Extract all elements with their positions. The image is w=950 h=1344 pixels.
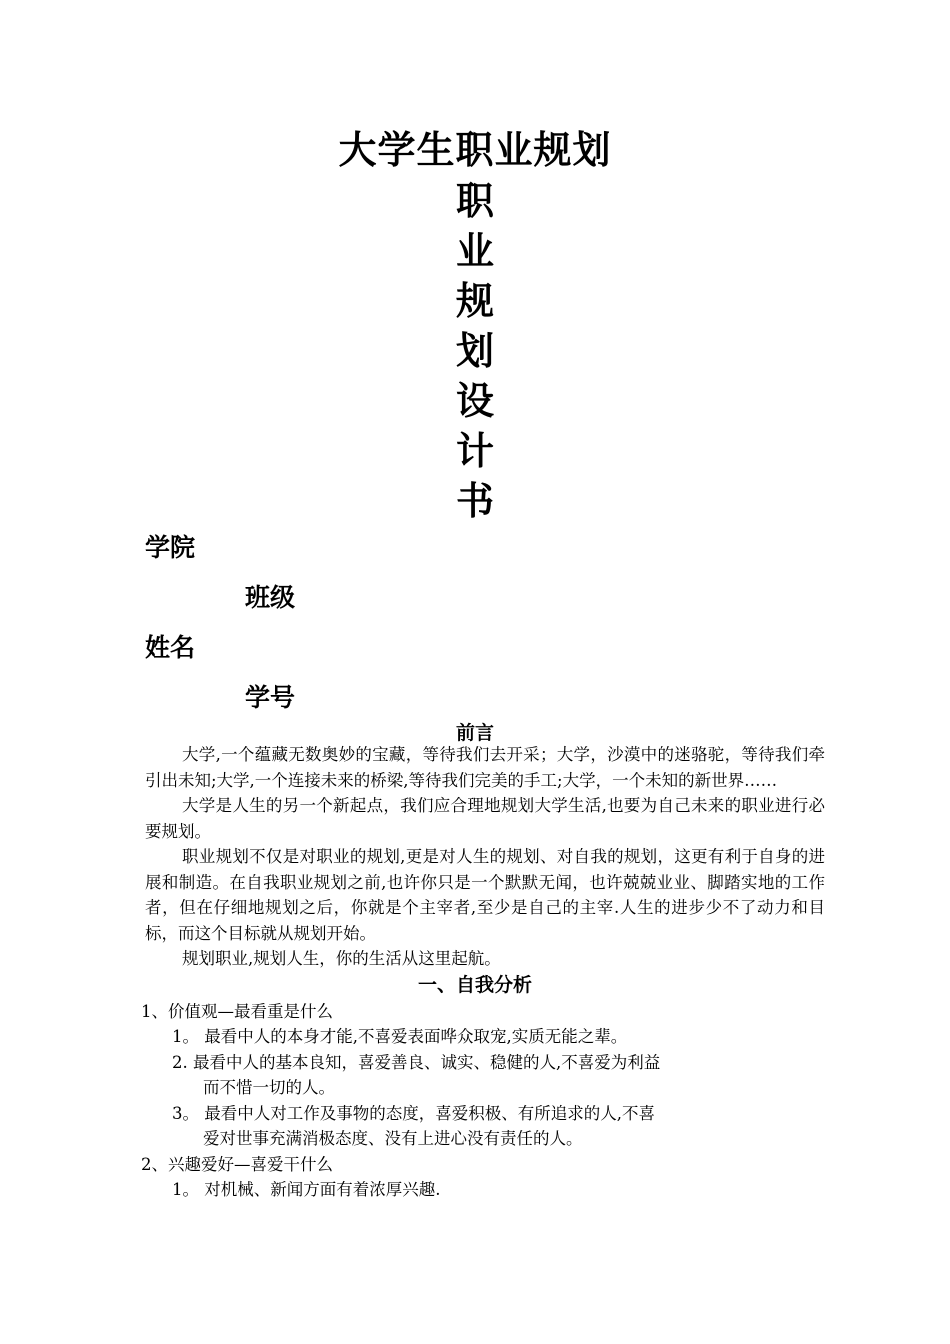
preface-heading: 前言 <box>455 722 494 744</box>
section-heading: 一、自我分析 <box>417 973 532 996</box>
vertical-title-char: 设 <box>455 379 494 423</box>
vertical-title <box>0 176 950 526</box>
list-item: 2. 最看中人的基本良知，喜爱善良、诚实、稳健的人,不喜爱为利益 <box>172 1052 661 1072</box>
list-item: 1。 最看中人的本身才能,不喜爱表面哗众取宠,实质无能之辈。 <box>172 1027 628 1046</box>
vertical-title-char: 职 <box>455 179 494 223</box>
student-id-label: 学号 <box>245 683 296 712</box>
vertical-title-char: 计 <box>455 429 494 473</box>
preface-paragraph: 大学,一个蕴藏无数奥妙的宝藏，等待我们去开采；大学，沙漠中的迷骆驼，等待我们牵引出未知;大学,一个连接未来的桥梁,等待我们完美的手工;大学，一个未知的新世界…… <box>145 745 825 790</box>
college-label: 学院 <box>145 533 196 562</box>
vertical-title-char: 规 <box>455 279 494 323</box>
list-item: 1。 对机械、新闻方面有着浓厚兴趣. <box>172 1180 441 1199</box>
vertical-title-char: 划 <box>455 329 494 373</box>
preface-paragraph: 大学是人生的另一个新起点，我们应合理地规划大学生活,也要为自己未来的职业进行必要规划。 <box>145 796 825 841</box>
vertical-title-char: 书 <box>455 479 494 523</box>
vertical-title-char: 业 <box>455 229 494 273</box>
document-body <box>141 742 825 1203</box>
list-item-continuation: 而不惜一切的人。 <box>203 1078 335 1097</box>
list-item: 3。 最看中人对工作及事物的态度，喜爱积极、有所追求的人,不喜 <box>172 1103 655 1123</box>
item-title: 2、兴趣爱好—喜爱干什么 <box>141 1154 333 1174</box>
class-label: 班级 <box>245 583 296 612</box>
name-label: 姓名 <box>145 633 196 662</box>
preface-paragraph: 规划职业,规划人生，你的生活从这里起航。 <box>182 949 501 968</box>
main-title: 大学生职业规划 <box>338 128 612 172</box>
list-item-continuation: 爱对世事充满消极态度、没有上进心没有责任的人。 <box>203 1129 583 1148</box>
item-title: 1、价值观—最看重是什么 <box>141 1001 333 1021</box>
preface-paragraph: 职业规划不仅是对职业的规划,更是对人生的规划、对自我的规划，这更有利于自身的进展和制造。在自我职业规划之前,也许你只是一个默默无闻，也许兢兢业业、脚踏实地的工作者，但在仔细地规划之后，你就是个主宰者,至少是自己的主宰.人生的进步少不了动力和目标，而这个目标就从规划开始。 <box>145 847 825 943</box>
